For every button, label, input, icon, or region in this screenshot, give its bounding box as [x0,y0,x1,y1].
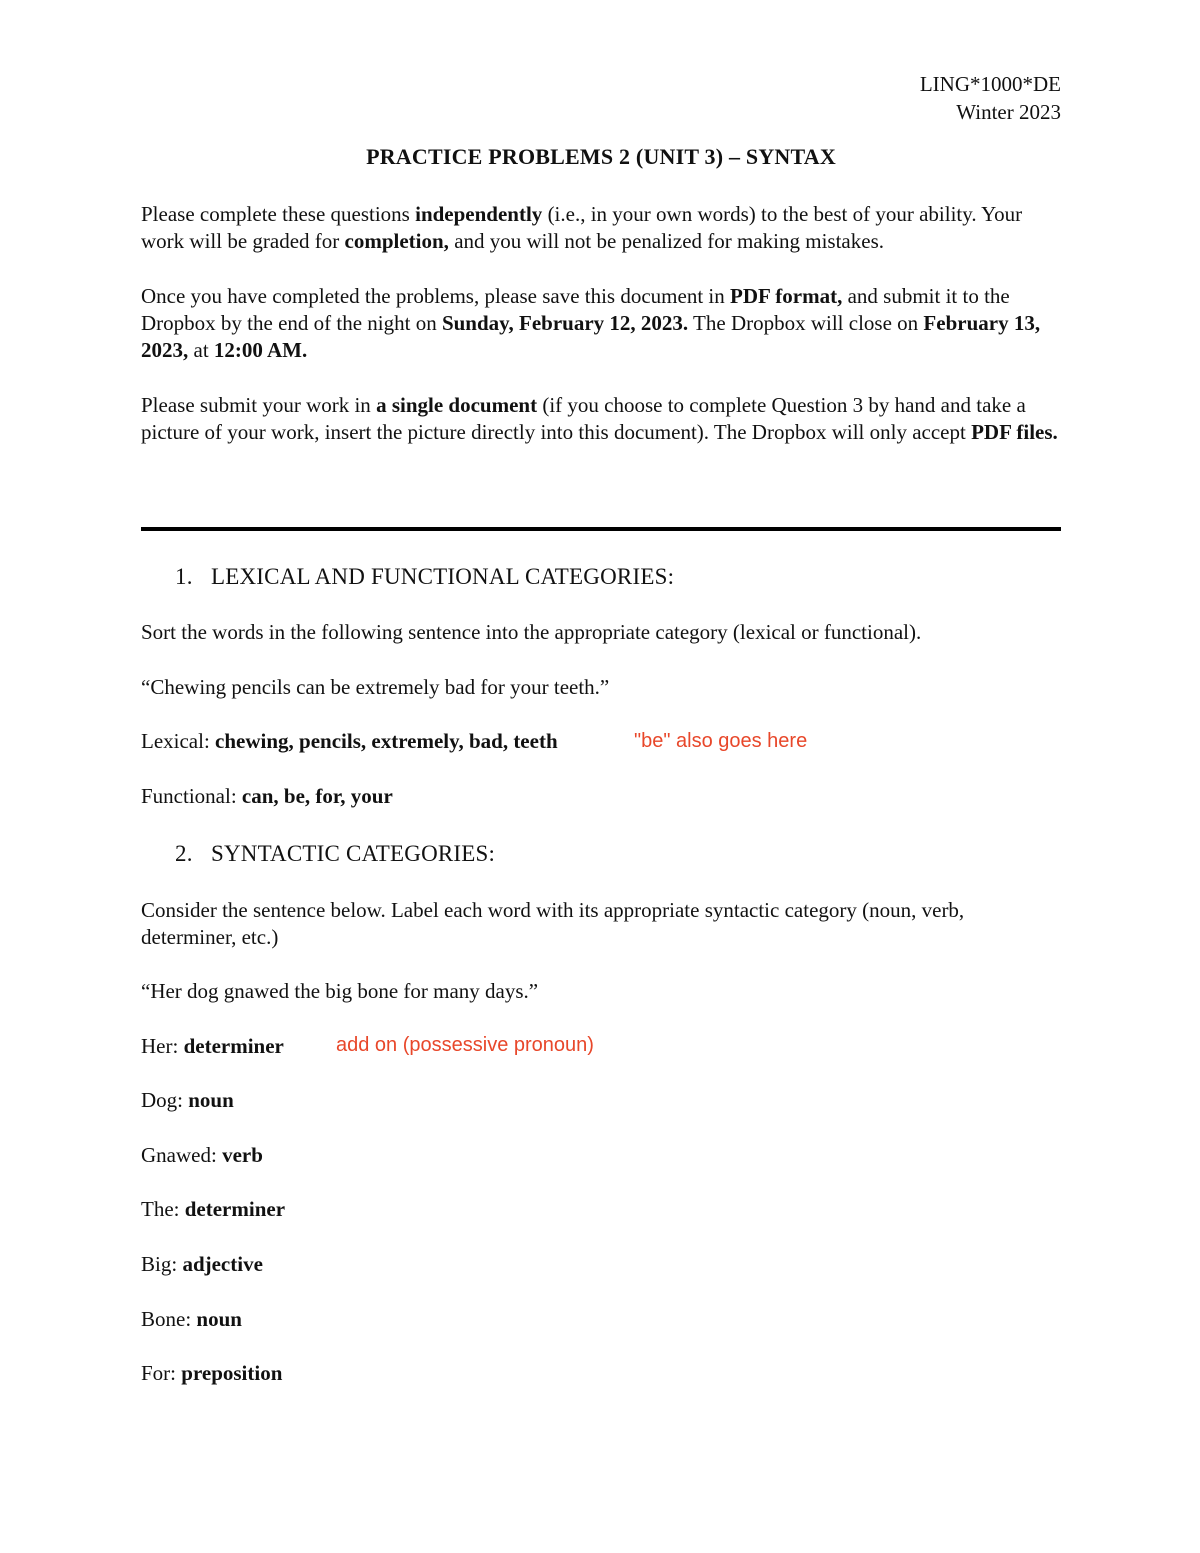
section-title: SYNTACTIC CATEGORIES: [211,841,496,866]
intro-paragraph-1 [141,201,1061,255]
answer-line [141,1087,234,1114]
text: The Dropbox will close on [688,311,924,335]
text: and you will not be penalized for making mistakes. [448,229,885,253]
section-1-heading [175,563,674,590]
answer-label: Functional: [141,784,237,808]
answer-value: noun [188,1088,234,1112]
answer-label: Big: [141,1252,178,1276]
section-2-instruction: Consider the sentence below. Label each word with its appropriate syntactic category (noun, verb, determiner, etc.) [141,898,965,949]
answer-line [141,1251,263,1278]
answer-value: noun [196,1307,242,1331]
answer-label: The: [141,1197,180,1221]
answer-value: adjective [182,1252,263,1276]
answer-label: Dog: [141,1088,183,1112]
section-2-heading [175,840,495,867]
section-divider [141,527,1061,531]
section-title: LEXICAL AND FUNCTIONAL CATEGORIES: [211,564,675,589]
emphasis: a single document [376,393,538,417]
intro-paragraph-3 [141,392,1061,446]
grader-comment: "be" also goes here [634,730,808,752]
answer-label: Gnawed: [141,1143,217,1167]
answer-value: verb [222,1143,263,1167]
course-term: Winter 2023 [956,100,1061,124]
text: at [188,338,214,362]
answer-line [141,1360,282,1387]
answer-line [141,1142,263,1169]
text: Once you have completed the problems, please save this document in [141,284,730,308]
emphasis: completion, [344,229,449,253]
section-number: 2. [175,841,193,866]
text: Please complete these questions [141,202,416,226]
section-1-instruction: Sort the words in the following sentence into the appropriate category (lexical or functional). [141,620,922,644]
answer-label: Lexical: [141,729,210,753]
answer-line [141,1033,284,1060]
section-number: 1. [175,564,193,589]
text: (if you choose to complete Question 3 by hand and take a picture of your work, insert the picture directly into this document). The Dropbox will only accept [141,393,1026,444]
section-2-sentence: “Her dog gnawed the big bone for many days.” [141,979,539,1003]
functional-answer-line [141,783,393,810]
answer-label: Her: [141,1034,179,1058]
answer-value: determiner [184,1197,286,1221]
grader-comment: add on (possessive pronoun) [336,1034,594,1056]
text: and submit it to the Dropbox by the end of the night on [141,284,1010,335]
answer-value: chewing, pencils, extremely, bad, teeth [215,729,558,753]
document-title: PRACTICE PROBLEMS 2 (UNIT 3) – SYNTAX [366,144,836,169]
answer-line [141,1196,285,1223]
emphasis: PDF format, [730,284,843,308]
answer-label: Bone: [141,1307,192,1331]
answer-value: determiner [183,1034,284,1058]
intro-paragraph-2 [141,283,1061,364]
answer-value: preposition [181,1361,283,1385]
answer-line [141,1306,242,1333]
answer-value: can, be, for, your [241,784,393,808]
course-header [920,70,1061,126]
answer-label: For: [141,1361,177,1385]
lexical-answer-line [141,728,558,755]
emphasis: independently [415,202,543,226]
emphasis: 12:00 AM. [213,338,308,362]
text: Please submit your work in [141,393,377,417]
emphasis: February 13, 2023, [141,311,1041,362]
text: (i.e., in your own words) to the best of your ability. Your work will be graded for [141,202,1023,253]
section-1-sentence: “Chewing pencils can be extremely bad for your teeth.” [141,675,610,699]
emphasis: PDF files. [971,420,1058,444]
course-code: LING*1000*DE [919,72,1061,96]
emphasis: Sunday, February 12, 2023. [441,311,689,335]
